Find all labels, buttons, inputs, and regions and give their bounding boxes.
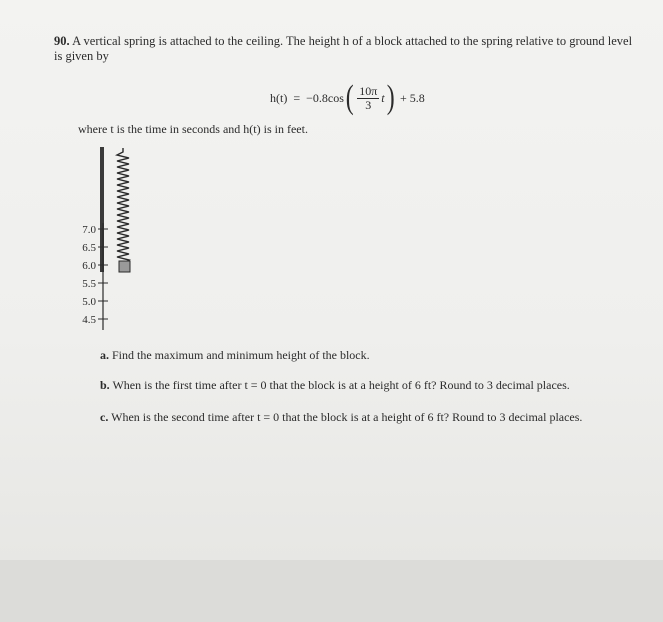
bottom-band — [0, 560, 663, 622]
scale-label: 5.0 — [82, 296, 96, 308]
formula-coefficient: −0.8cos — [306, 90, 344, 105]
fraction-denominator: 3 — [365, 97, 372, 112]
scale-label: 6.0 — [82, 260, 96, 272]
formula — [270, 78, 425, 118]
spring-coil — [117, 148, 129, 266]
formula-fraction — [357, 85, 379, 112]
question-letter: b. — [100, 378, 110, 392]
where-text: where t is the time in seconds and h(t) is in feet. — [78, 122, 308, 136]
question-letter: a. — [100, 348, 109, 362]
scale-label: 6.5 — [82, 242, 96, 254]
fraction-numerator: 10π — [359, 83, 378, 98]
problem-text: A vertical spring is attached to the ceiling. The height h of a block attached to the spring relative to ground level is given by — [54, 34, 633, 63]
scale-label: 5.5 — [82, 278, 96, 290]
right-paren: ) — [386, 79, 395, 116]
formula-constant: + 5.8 — [399, 90, 425, 105]
question-c — [100, 410, 582, 425]
left-paren: ( — [345, 79, 354, 116]
question-letter: c. — [100, 410, 109, 424]
problem-statement — [54, 34, 634, 64]
question-b — [100, 378, 570, 393]
block — [119, 261, 130, 272]
formula-equals: = — [293, 90, 301, 105]
scale-label: 4.5 — [82, 314, 96, 326]
scale-label: 7.0 — [82, 224, 96, 236]
question-a — [100, 348, 370, 363]
formula-lhs: h(t) — [270, 90, 288, 105]
question-text: When is the first time after t = 0 that the block is at a height of 6 ft? Round to 3 decimal places. — [112, 378, 570, 392]
problem-number: 90. — [54, 34, 70, 48]
question-text: Find the maximum and minimum height of the block. — [112, 348, 370, 362]
formula-variable: t — [381, 90, 385, 105]
question-text: When is the second time after t = 0 that the block is at a height of 6 ft? Round to 3 decimal places. — [111, 410, 583, 424]
spring-figure — [60, 145, 160, 340]
